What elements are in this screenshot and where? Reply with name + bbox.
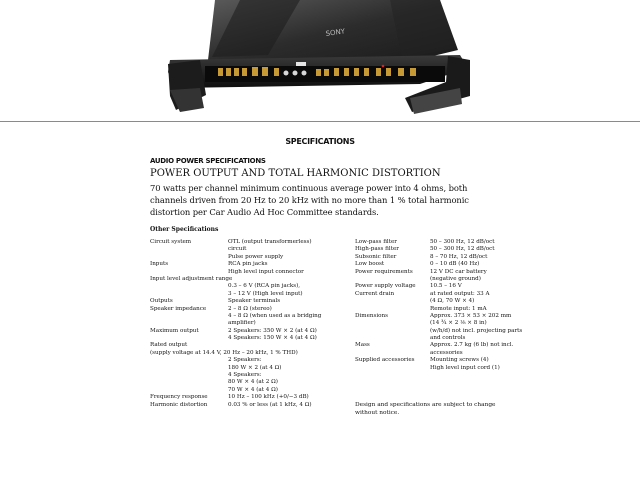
spec-label: Harmonic distortion <box>150 401 208 408</box>
spec-label: (supply voltage at 14.4 V, 20 Hz – 20 kHz, 1 % THD) <box>150 349 298 356</box>
spec-value: (w/h/d) not incl. projecting parts <box>430 327 523 334</box>
spec-value: Approx. 373 × 53 × 202 mm <box>430 312 512 319</box>
spec-value: Approx. 2.7 kg (6 lb) not incl. <box>430 342 514 349</box>
spec-value: 4 Speakers: <box>228 372 262 379</box>
spec-label: Maximum output <box>150 327 199 334</box>
spec-value: 180 W × 2 (at 4 Ω) <box>228 364 282 371</box>
spec-value: 2 Speakers: 350 W × 2 (at 4 Ω) <box>228 327 317 334</box>
spec-value: 10 Hz – 100 kHz (+0/−3 dB) <box>228 394 309 401</box>
spec-label: Frequency response <box>150 394 208 401</box>
spec-label: Outputs <box>150 298 173 305</box>
spec-value: 0.03 % or less (at 1 kHz, 4 Ω) <box>228 401 312 408</box>
section-divider <box>0 121 640 122</box>
spec-value: 50 – 300 Hz, 12 dB/oct <box>430 246 495 253</box>
power-line: distortion per Car Audio Ad Hoc Committee standards. <box>150 207 379 217</box>
spec-value: Pulse power supply <box>228 253 284 260</box>
power-line: channels driven from 20 Hz to 20 kHz with no more than 1 % total harmonic <box>150 195 469 205</box>
note-line: Design and specifications are subject to change <box>355 402 496 408</box>
spec-value: High level input cord (1) <box>430 364 500 371</box>
spec-value: accessories <box>430 349 463 356</box>
spec-label: Current drain <box>355 290 395 297</box>
spec-value: 10.5 – 16 V <box>430 283 462 290</box>
power-output-paragraph <box>150 182 530 218</box>
spec-value: 2 – 8 Ω (stereo) <box>228 305 272 312</box>
spec-value: OTL (output transformerless) <box>228 239 312 245</box>
spec-label: Subsonic filter <box>355 253 397 260</box>
spec-label: Power requirements <box>355 268 413 275</box>
spec-value: 4 Speakers: 150 W × 4 (at 4 Ω) <box>228 335 317 342</box>
spec-value: circuit <box>228 246 247 253</box>
spec-label: Circuit system <box>150 239 192 245</box>
spec-value: 0 – 10 dB (40 Hz) <box>430 261 480 268</box>
spec-label: High-pass filter <box>355 246 399 253</box>
spec-value: 50 – 300 Hz, 12 dB/oct <box>430 239 495 245</box>
spec-value: amplifier) <box>228 320 256 327</box>
power-line: 70 watts per channel minimum continuous average power into 4 ohms, both <box>150 183 468 193</box>
spec-label: Speaker impedance <box>150 305 207 312</box>
spec-value: 2 Speakers: <box>228 357 262 364</box>
brand-logo: SONY <box>325 27 346 38</box>
spec-label: Low boost <box>355 261 385 268</box>
spec-value: 80 W × 4 (at 2 Ω) <box>228 379 278 386</box>
spec-label: Mass <box>355 342 370 349</box>
spec-label: Low-pass filter <box>355 239 397 245</box>
spec-value: and controls <box>430 335 466 342</box>
spec-label: Rated output <box>150 342 188 349</box>
spec-value: (4 Ω, 70 W × 4) <box>430 298 475 305</box>
spec-value: (negative ground) <box>430 275 481 282</box>
spec-value: 12 V DC car battery <box>430 268 487 275</box>
spec-value: Remote input: 1 mA <box>430 305 487 312</box>
power-output-heading: POWER OUTPUT AND TOTAL HARMONIC DISTORTION <box>150 168 441 179</box>
spec-value: 4 – 8 Ω (when used as a bridging <box>228 312 322 319</box>
spec-value: High level input connector <box>228 268 304 275</box>
spec-label: Inputs <box>150 261 169 268</box>
spec-value: 8 – 70 Hz, 12 dB/oct <box>430 253 488 260</box>
spec-value: Speaker terminals <box>228 298 281 305</box>
spec-label: Dimensions <box>355 312 388 319</box>
specifications-title: SPECIFICATIONS <box>285 137 355 146</box>
spec-value: 70 W × 4 (at 4 Ω) <box>228 386 278 393</box>
spec-label: Input level adjustment range <box>150 275 233 282</box>
spec-value: 0.3 – 6 V (RCA pin jacks), <box>228 283 301 290</box>
spec-value: at rated output: 33 A <box>430 290 490 297</box>
spec-label: Power supply voltage <box>355 283 416 290</box>
spec-value: 3 – 12 V (High level input) <box>228 290 303 297</box>
audio-power-heading: AUDIO POWER SPECIFICATIONS <box>150 157 266 165</box>
disclaimer-note <box>355 401 525 417</box>
other-specifications-heading: Other Specifications <box>150 226 219 233</box>
spec-label: Supplied accessories <box>355 357 415 364</box>
product-photo <box>0 0 640 118</box>
spec-value: RCA pin jacks <box>228 261 268 268</box>
spec-value: (14 ¾ × 2 ⅛ × 8 in) <box>430 320 487 327</box>
note-line: without notice. <box>355 410 400 416</box>
spec-value: Mounting screws (4) <box>430 357 489 364</box>
amplifier-image <box>0 0 640 118</box>
